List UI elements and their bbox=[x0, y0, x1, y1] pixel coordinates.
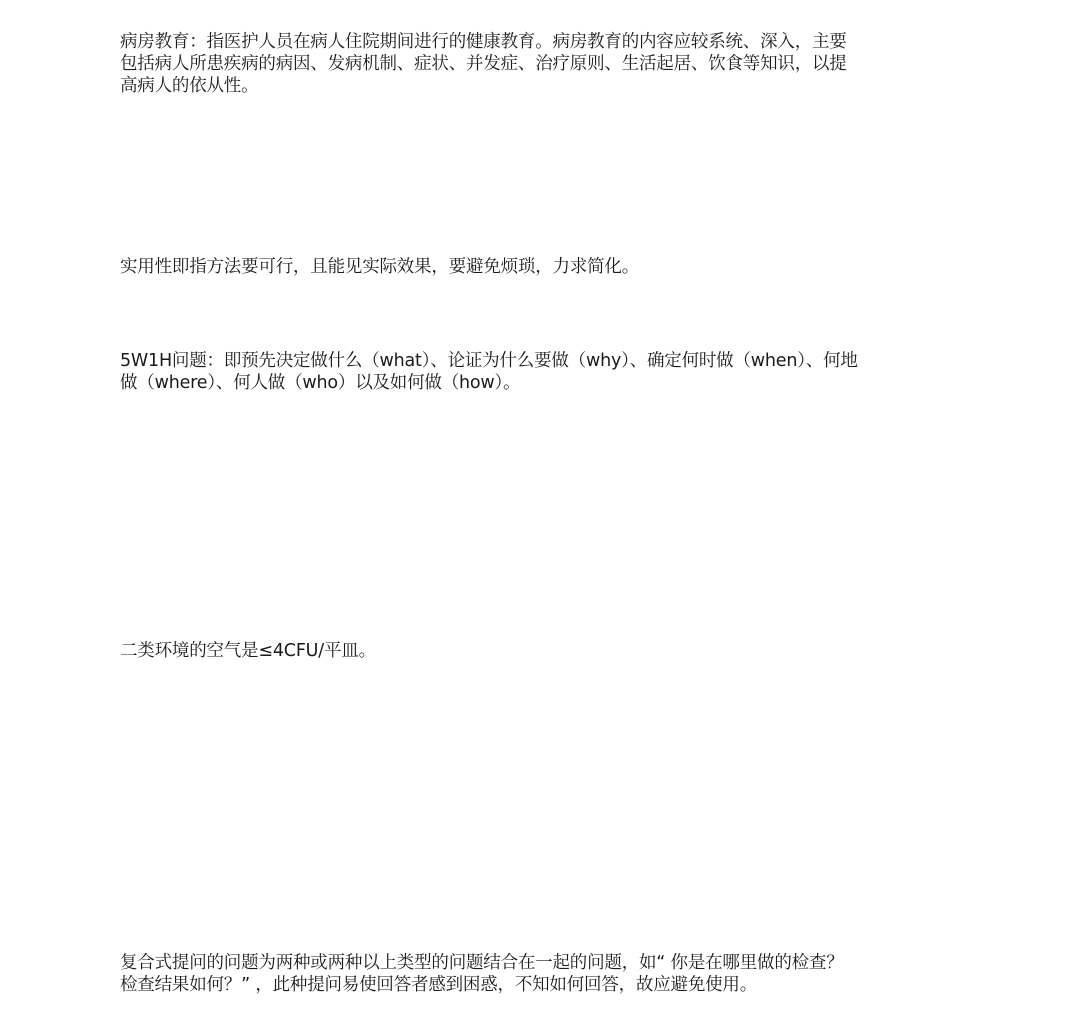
paragraph-5w1h bbox=[120, 350, 940, 394]
text-line: 高病人的依从性。 bbox=[120, 76, 259, 96]
paragraph-class-two-air bbox=[120, 640, 940, 662]
text-line: 二类环境的空气是≤4CFU/平皿。 bbox=[120, 641, 376, 661]
text-line: 实用性即指方法要可行，且能见实际效果，要避免烦琐，力求简化。 bbox=[120, 257, 639, 277]
text-line: 5W1H问题：即预先决定做什么（what）、论证为什么要做（why）、确定何时做（when）、何地 bbox=[120, 351, 858, 371]
paragraph-practicality bbox=[120, 256, 940, 278]
text-line: 复合式提问的问题为两种或两种以上类型的问题结合在一起的问题，如“ 你是在哪里做的检查？ bbox=[120, 953, 844, 973]
text-line: 病房教育：指医护人员在病人住院期间进行的健康教育。病房教育的内容应较系统、深入，主要 bbox=[120, 32, 847, 52]
text-line: 包括病人所患疾病的病因、发病机制、症状、并发症、治疗原则、生活起居、饮食等知识，以提 bbox=[120, 54, 847, 74]
text-line: 检查结果如何？” ，此种提问易使回答者感到困惑，不知如何回答，故应避免使用。 bbox=[120, 975, 758, 995]
paragraph-ward-education bbox=[120, 31, 940, 97]
paragraph-compound-question bbox=[120, 952, 940, 996]
text-line: 做（where）、何人做（who）以及如何做（how）。 bbox=[120, 373, 521, 393]
